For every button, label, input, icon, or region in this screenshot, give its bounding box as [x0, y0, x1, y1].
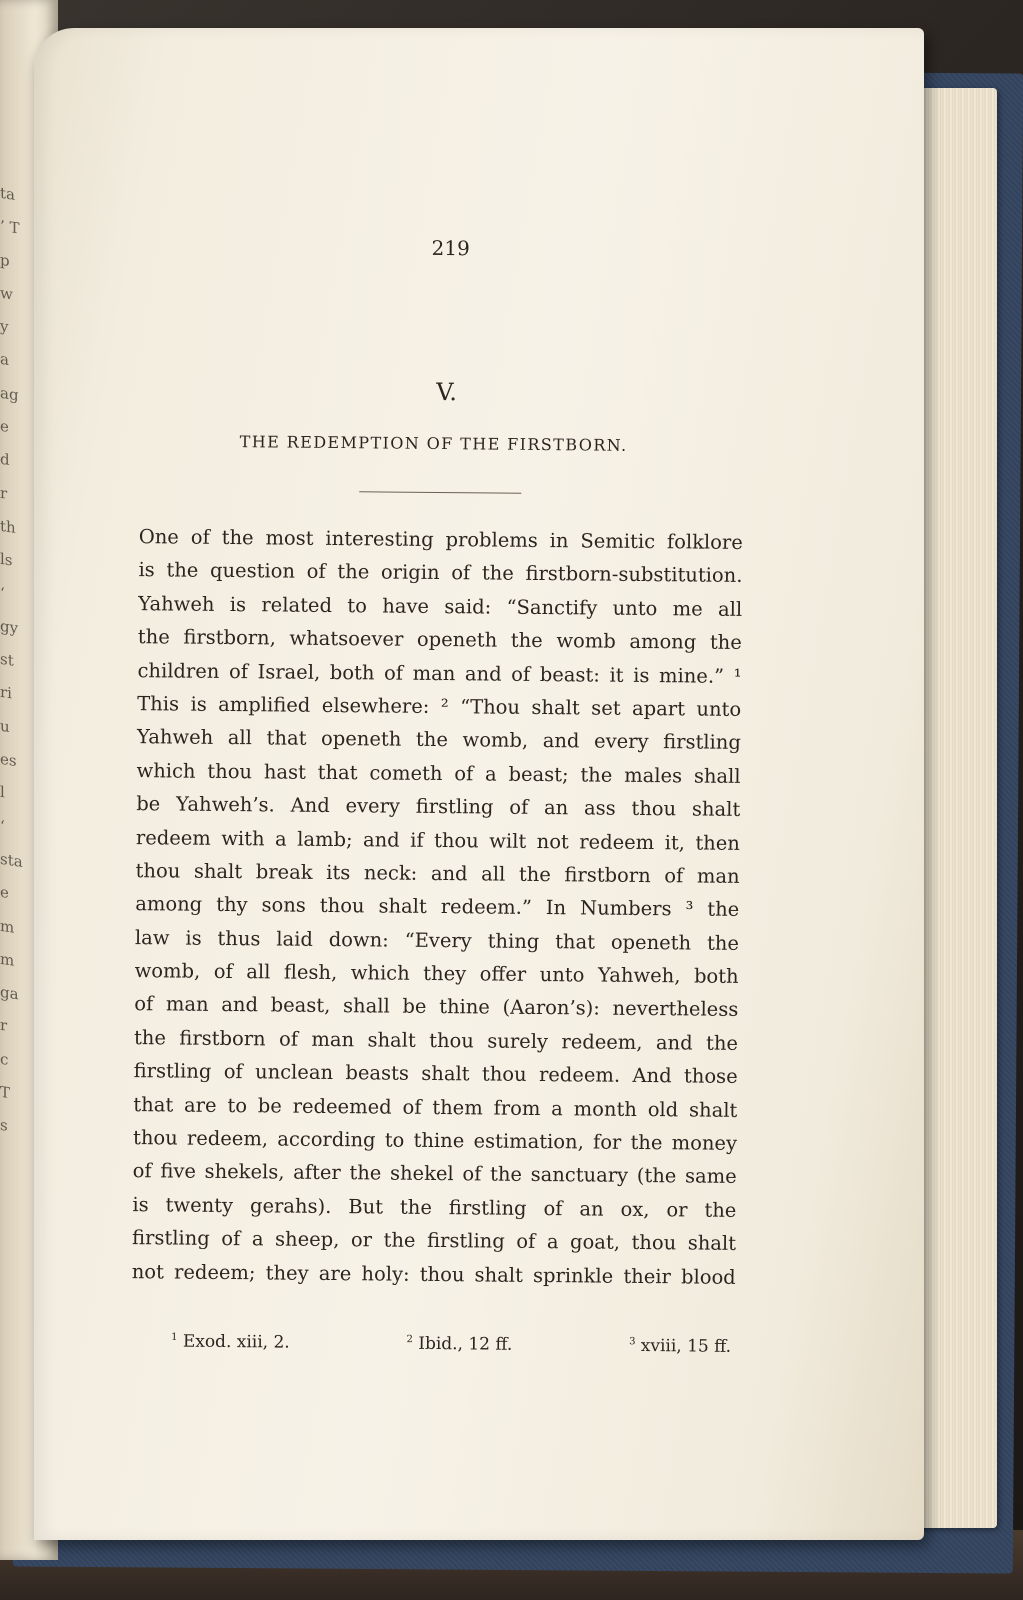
- body-line: children of Israel, both of man and of beast: it is mine.” ¹: [137, 658, 742, 688]
- body-text: [132, 520, 743, 1294]
- body-line: Yahweh all that openeth the womb, and every firstling: [136, 725, 741, 755]
- body-line: the firstborn, whatsoever openeth the womb among the: [137, 625, 742, 655]
- footnote-text: Exod. xiii, 2.: [177, 1331, 290, 1353]
- left-page-fragment: es: [0, 749, 17, 771]
- left-page-fragment: th: [0, 516, 16, 537]
- left-page-fragment: gy: [0, 616, 19, 638]
- footnote-mark: 3: [629, 1336, 636, 1348]
- body-line: not redeem; they are holy: thou shalt sprinkle their blood: [131, 1259, 736, 1289]
- body-line: thou shalt break its neck: and all the firstborn of man: [135, 859, 740, 888]
- body-line: firstling of a sheep, or the firstling of a goat, thou shalt: [131, 1226, 737, 1256]
- left-page-fragment: ri: [0, 683, 12, 703]
- left-page-fragment: l: [0, 783, 5, 802]
- body-line: firstling of unclean beasts shalt thou redeem. And those: [133, 1059, 738, 1089]
- footnotes: [171, 1331, 731, 1356]
- body-line: This is amplified elsewhere: ² “Thou shalt set apart unto: [137, 692, 742, 721]
- footnote-mark: 1: [171, 1331, 178, 1343]
- chapter-number: V.: [436, 377, 458, 407]
- left-page-fragment: p: [0, 250, 10, 270]
- body-line: Yahweh is related to have said: “Sanctify unto me all: [138, 591, 743, 621]
- left-page-fragment: w: [0, 283, 13, 304]
- left-page-fragment: c: [0, 1049, 9, 1069]
- body-line: womb, of all flesh, which they offer unto Yahweh, both: [134, 959, 739, 988]
- footnote: [406, 1334, 512, 1355]
- body-line: thou redeem, according to thine estimation, for the money: [132, 1126, 738, 1155]
- footnote-text: Ibid., 12 ff.: [412, 1333, 513, 1355]
- left-page-fragment: ls: [0, 550, 13, 570]
- body-line: be Yahweh’s. And every firstling of an ass thou shalt: [136, 792, 741, 822]
- left-page-fragment: T: [0, 1082, 11, 1103]
- left-page-fragment: r: [0, 483, 8, 503]
- left-page-fragment: m: [0, 916, 15, 937]
- left-page-fragment: ta: [0, 183, 15, 204]
- body-line: the firstborn of man shalt thou surely redeem, and the: [133, 1025, 739, 1055]
- title-divider: [359, 491, 521, 494]
- chapter-title: THE REDEMPTION OF THE FIRSTBORN.: [239, 432, 628, 455]
- left-page-fragment: u: [0, 716, 10, 736]
- page-number: 219: [431, 235, 470, 261]
- left-page-fragment: st: [0, 649, 14, 670]
- body-line: among thy sons thou shalt redeem.” In Numbers ³ the: [135, 892, 740, 922]
- body-line: is twenty gerahs). But the firstling of an ox, or the: [132, 1192, 737, 1222]
- body-line: of man and beast, shall be thine (Aaron’s): nevertheless: [134, 992, 739, 1022]
- page-content: [131, 25, 748, 1357]
- left-page-fragment: e: [0, 883, 9, 903]
- left-page-fragment: ’ T: [0, 217, 20, 238]
- left-page-fragment: sta: [0, 849, 23, 871]
- body-line: of five shekels, after the shekel of the sanctuary (the same: [132, 1159, 737, 1189]
- footnote: [629, 1336, 731, 1357]
- left-page-fragment: y: [0, 316, 9, 337]
- footnote: [171, 1331, 290, 1352]
- footnote-mark: 2: [406, 1334, 413, 1346]
- left-page-fragment: s: [0, 1116, 8, 1136]
- body-line: is the question of the origin of the firstborn-substitution.: [138, 558, 743, 588]
- left-page-fragment: ‘: [0, 816, 5, 836]
- left-page-fragment: ‘: [0, 583, 5, 603]
- left-page-fragment: ga: [0, 982, 19, 1004]
- body-line: One of the most interesting problems in Semitic folklore: [138, 525, 743, 554]
- body-line: redeem with a lamb; and if thou wilt not redeem it, then: [135, 825, 741, 855]
- body-line: that are to be redeemed of them from a month old shalt: [133, 1092, 738, 1122]
- left-page-fragment: r: [0, 1016, 8, 1036]
- body-line: law is thus laid down: “Every thing that openeth the: [134, 925, 740, 955]
- footnote-text: xviii, 15 ff.: [635, 1335, 732, 1357]
- left-page-fragment: ag: [0, 383, 19, 405]
- left-page-fragment: m: [0, 949, 15, 970]
- left-page-fragment: e: [0, 416, 9, 437]
- left-page-fragment: d: [0, 450, 10, 470]
- left-page-fragment: a: [0, 350, 9, 370]
- body-line: which thou hast that cometh of a beast; the males shall: [136, 758, 741, 788]
- right-page: [34, 28, 924, 1540]
